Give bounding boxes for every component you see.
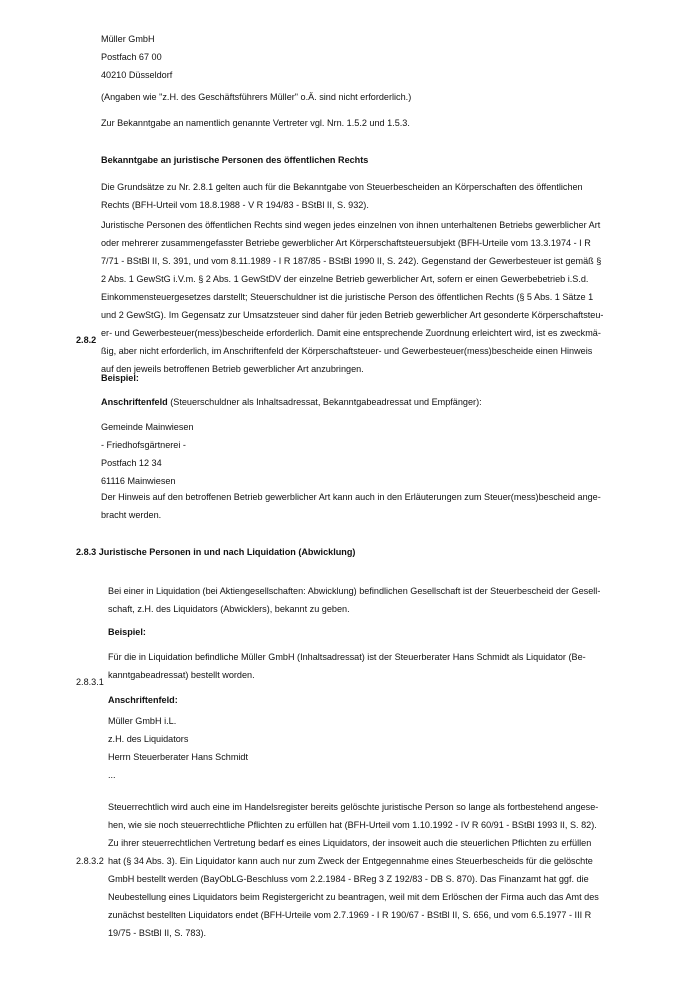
text-line: Rechts (BFH-Urteil vom 18.8.1988 - V R 194/83 - BStBl II, S. 932). [101,200,369,210]
text-line: hat (§ 34 Abs. 3). Ein Liquidator kann auch nur zum Zweck der Entgegennahme eines Steuerbescheids für die gelöschte [108,856,593,866]
address-line: Postfach 12 34 [101,458,162,468]
liquidation-address [108,712,621,784]
intro-note: (Angaben wie "z.H. des Geschäftsführers Müller" o.Ä. sind nicht erforderlich.) [101,92,412,102]
section-2832-para [108,798,621,942]
text-line: hen, wie sie noch steuerrechtliche Pflichten zu erfüllen hat (BFH-Urteil vom 1.10.1992 - IV R 60/91 - BStBl 1993 II, S. 82). [108,820,597,830]
text-line: zunächst bestellten Liquidators endet (BFH-Urteile vom 2.7.1969 - I R 190/67 - BStBl II, S. 656, und vom 6.5.1977 - III R [108,910,592,920]
address-field-note: (Steuerschuldner als Inhaltsadressat, Bekanntgabeadressat und Empfänger): [167,397,482,407]
text-line: bracht werden. [101,510,162,520]
address-line: 40210 Düsseldorf [101,70,173,80]
text-line: Der Hinweis auf den betroffenen Betrieb gewerblicher Art kann auch in den Erläuterungen zum Steuer(mess)bescheid ange- [101,492,601,502]
text-line: schaft, z.H. des Liquidators (Abwicklers), bekannt zu geben. [108,604,350,614]
text-line: ßig, aber nicht erforderlich, im Anschriftenfeld der Körperschaftsteuer- und Gewerbesteuer(mess)bescheide einen Hinweis [101,346,593,356]
text-line: Neubestellung eines Liquidators beim Registergericht zu beantragen, weil mit dem Erlöschen der Firma auch das Amt des [108,892,599,902]
address-line: ... [108,770,116,780]
section-number-2831: 2.8.3.1 [76,677,104,687]
text-line: Bei einer in Liquidation (bei Aktiengesellschaften: Abwicklung) befindlichen Gesellschaft ist der Steuerbescheid der Gesell- [108,586,601,596]
section-number-2832: 2.8.3.2 [76,856,104,866]
address-field-label: Anschriftenfeld [101,397,168,407]
text-line: Für die in Liquidation befindliche Müller GmbH (Inhaltsadressat) ist der Steuerberater Hans Schmidt als Liquidator (Be- [108,652,586,662]
text-line: 19/75 - BStBl II, S. 783). [108,928,207,938]
section-number-282: 2.8.2 [76,335,97,345]
text-line: und 2 GewStG). Im Gegensatz zur Umsatzsteuer sind daher für jeden Betrieb gewerblicher Art gesonderte Körperschaftsteu- [101,310,604,320]
address-field-label: Anschriftenfeld: [108,695,178,705]
text-line: Steuerrechtlich wird auch eine im Handelsregister bereits gelöschte juristische Person so lange als fortbestehend angese- [108,802,599,812]
text-line: er- und Gewerbesteuer(mess)bescheide erforderlich. Damit eine entsprechende Zuordnung erleichtert wird, ist es zweckmä- [101,328,601,338]
section-282-para1 [101,178,621,214]
address-line: - Friedhofsgärtnerei - [101,440,186,450]
text-line: GmbH bestellt werden (BayObLG-Beschluss vom 2.2.1984 - BReg 3 Z 192/83 - DB S. 870). Das Finanzamt hat ggf. die [108,874,589,884]
section-2831-para [108,582,621,618]
address-line: Gemeinde Mainwiesen [101,422,194,432]
text-line: Die Grundsätze zu Nr. 2.8.1 gelten auch für die Bekanntgabe von Steuerbescheiden an Körperschaften des öffentlichen [101,182,583,192]
address-line: Müller GmbH [101,34,155,44]
text-line: Juristische Personen des öffentlichen Rechts sind wegen jedes einzelnen von ihnen unterhaltenen Betriebs gewerblicher Art [101,220,601,230]
text-line: Zu ihrer steuerrechtlichen Vertretung bedarf es eines Liquidators, der insoweit auch die steuerlichen Pflichten zu erfüllen [108,838,592,848]
section-282-heading: Bekanntgabe an juristische Personen des öffentlichen Rechts [101,155,369,165]
section-282-closing [101,488,621,524]
address-line: Herrn Steuerberater Hans Schmidt [108,752,249,762]
section-283-heading: 2.8.3 Juristische Personen in und nach Liquidation (Abwicklung) [76,547,356,557]
intro-reference: Zur Bekanntgabe an namentlich genannte Vertreter vgl. Nrn. 1.5.2 und 1.5.3. [101,118,410,128]
text-line: auf den jeweils betroffenen Betrieb gewerblicher Art anzubringen. [101,364,364,374]
text-line: Einkommensteuergesetzes darstellt; Steuerschuldner ist die juristische Person des öffentlichen Rechts (§ 5 Abs. 1 Sätze 1 [101,292,594,302]
text-line: 2 Abs. 1 GewStG i.V.m. § 2 Abs. 1 GewStDV der einzelne Betrieb gewerblicher Art, sofern er einen Gewerbebetrieb i.S.d. [101,274,589,284]
text-line: 7/71 - BStBl II, S. 391, und vom 8.11.1989 - I R 187/85 - BStBl 1990 II, S. 242). Gegenstand der Gewerbesteuer ist gemäß § [101,256,602,266]
example-label: Beispiel: [108,627,146,637]
address-line: z.H. des Liquidators [108,734,189,744]
text-line: oder mehrerer zusammengefasster Betriebe gewerblicher Art Körperschaftsteuersubjekt (BFH-Urteile vom 13.3.1974 - I R [101,238,591,248]
address-field-caption [101,393,621,411]
section-282-para2 [101,216,621,378]
section-2831-example [108,648,621,684]
example-address [101,418,621,490]
address-line: Postfach 67 00 [101,52,162,62]
address-line: Müller GmbH i.L. [108,716,177,726]
text-line: kanntgabeadressat) bestellt worden. [108,670,255,680]
example-label: Beispiel: [101,373,139,383]
intro-address [101,30,621,84]
address-line: 61116 Mainwiesen [101,476,176,486]
